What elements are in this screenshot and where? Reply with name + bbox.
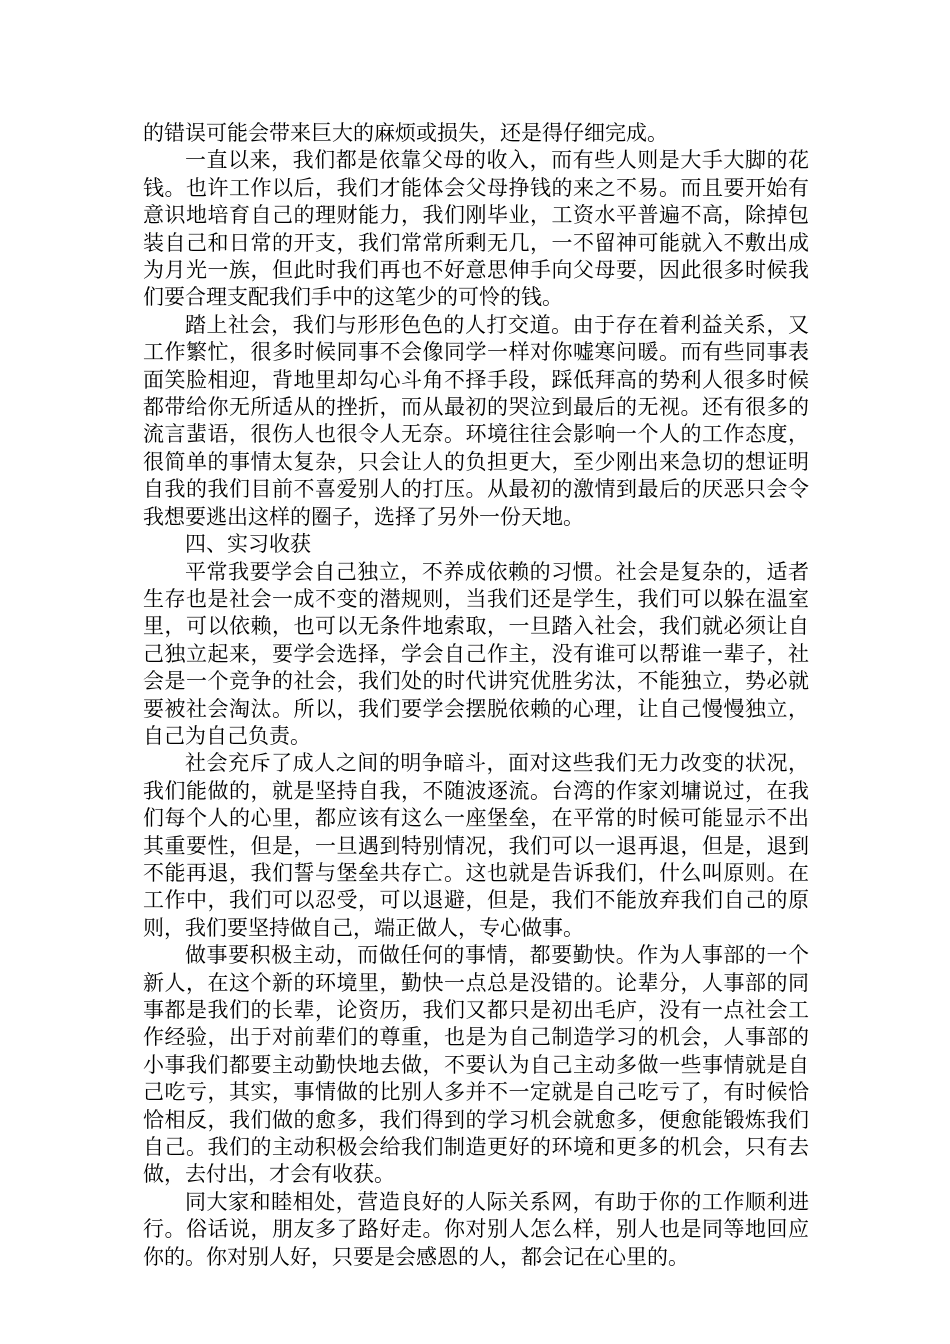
paragraph-continuation: 的错误可能会带来巨大的麻烦或损失，还是得仔细完成。 (143, 121, 668, 145)
paragraph-society-colleagues: 踏上社会，我们与形形色色的人打交道。由于存在着利益关系，又工作繁忙，很多时候同事不会像同学一样对你嘘寒问暖。而有些同事表面笑脸相迎，背地里却勾心斗角不择手段，踩低拜高的势利人很多时候都带给你无所适从的挫折，而从最初的哭泣到最后的无视。还有很多的流言蜚语，很伤人也很令人无奈。环境往往会影响一个人的工作态度，很简单的事情太复杂，只会让人的负担更大，至少刚出来急切的想证明自我的我们目前不喜爱别人的打压。从最初的激情到最后的厌恶只会令我想要逃出这样的圈子，选择了另外一份天地。 (143, 312, 809, 529)
paragraph-relationships: 同大家和睦相处，营造良好的人际关系网，有助于你的工作顺利进行。俗话说，朋友多了路好走。你对别人怎么样，别人也是同等地回应你的。你对别人好，只要是会感恩的人，都会记在心里的。 (143, 1189, 809, 1269)
paragraph-parents-income: 一直以来，我们都是依靠父母的收入，而有些人则是大手大脚的花钱。也许工作以后，我们才能体会父母挣钱的来之不易。而且要开始有意识地培育自己的理财能力，我们刚毕业，工资水平普遍不高，除掉包装自己和日常的开支，我们常常所剩无几，一不留神可能就入不敷出成为月光一族，但此时我们再也不好意思伸手向父母要，因此很多时候我们要合理支配我们手中的这笔少的可怜的钱。 (143, 148, 809, 310)
paragraph-proactive: 做事要积极主动，而做任何的事情，都要勤快。作为人事部的一个新人，在这个新的环境里，勤快一点总是没错的。论辈分，人事部的同事都是我们的长辈，论资历，我们又都只是初出毛庐，没有一点社会工作经验，出于对前辈们的尊重，也是为自己制造学习的机会，人事部的小事我们都要主动勤快地去做，不要认为自己主动多做一些事情就是自己吃亏，其实，事情做的比别人多并不一定就是自己吃亏了，有时候恰恰相反，我们做的愈多，我们得到的学习机会就愈多，便愈能锻炼我们自己。我们的主动积极会给我们制造更好的环境和更多的机会，只有去做，去付出，才会有收获。 (143, 943, 809, 1187)
section-heading-internship-gains: 四、实习收获 (185, 532, 311, 557)
paragraph-independence: 平常我要学会自己独立，不养成依赖的习惯。社会是复杂的，适者生存也是社会一成不变的潜规则，当我们还是学生，我们可以躲在温室里，可以依赖，也可以无条件地索取，一旦踏入社会，我们就必须让自己独立起来，要学会选择，学会自己作主，没有谁可以帮谁一辈子，社会是一个竞争的社会，我们处的时代讲究优胜劣汰，不能独立，势必就要被社会淘汰。所以，我们要学会摆脱依赖的心理，让自己慢慢独立，自己为自己负责。 (143, 559, 809, 748)
paragraph-principles: 社会充斥了成人之间的明争暗斗，面对这些我们无力改变的状况，我们能做的，就是坚持自我，不随波逐流。台湾的作家刘墉说过，在我们每个人的心里，都应该有这么一座堡垒，在平常的时候可能显示不出其重要性，但是，一旦遇到特别情况，我们可以一退再退，但是，退到不能再退，我们誓与堡垒共存亡。这也就是告诉我们，什么叫原则。在工作中，我们可以忍受，可以退避，但是，我们不能放弃我们自己的原则，我们要坚持做自己，端正做人，专心做事。 (143, 751, 809, 940)
document-body (143, 120, 809, 1271)
